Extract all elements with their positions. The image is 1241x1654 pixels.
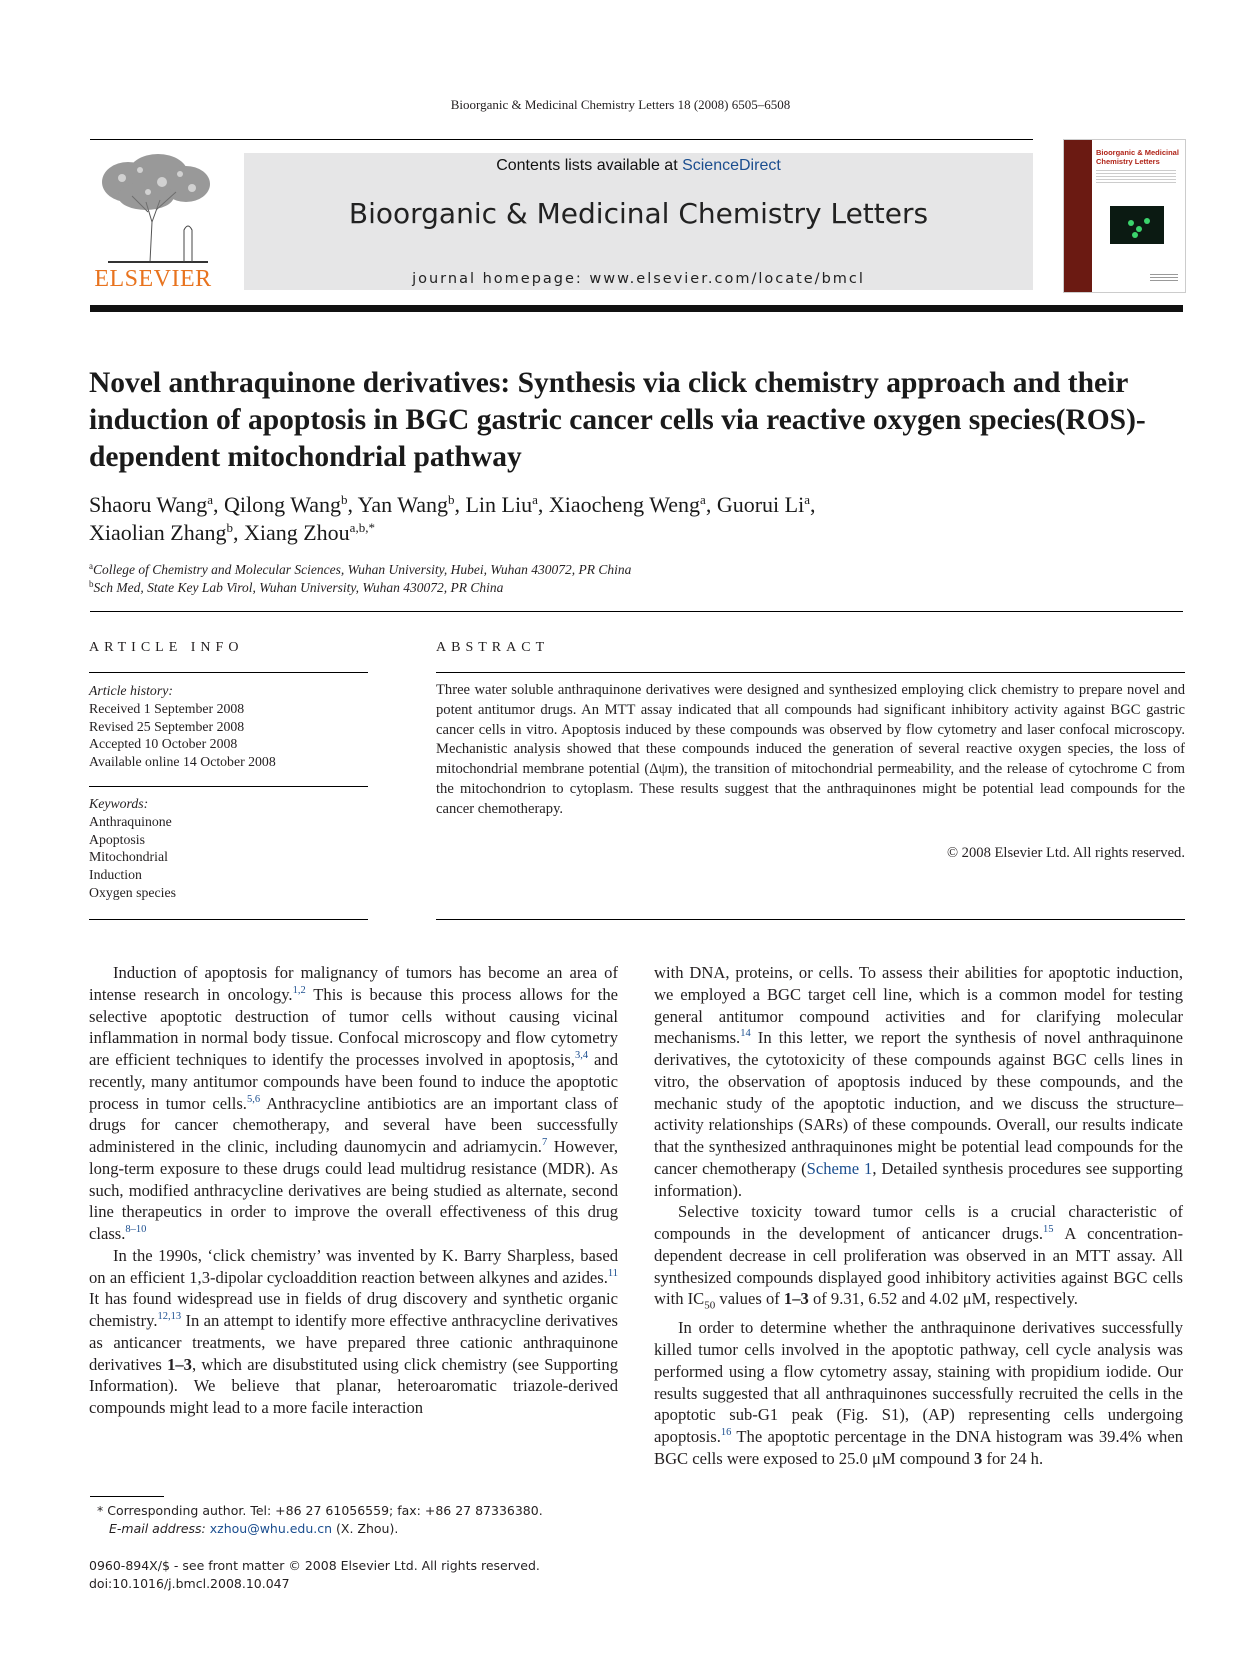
reference-link[interactable]: 8–10 [125,1224,147,1235]
reference-link[interactable]: 11 [607,1267,618,1279]
keyword: Anthraquinone [89,813,172,829]
reference-link[interactable]: 5,6 [246,1093,261,1105]
author: Xiang Zhou [243,520,350,545]
reference-link[interactable]: 7 [541,1137,548,1148]
scheme-link[interactable]: Scheme 1 [806,1158,873,1178]
history-online: Available online 14 October 2008 [89,754,276,770]
author: Lin Liu [465,492,533,517]
contents-line [244,157,1033,175]
page-footer [89,1557,649,1593]
affiliation-b: $^b$Sch Med, State Key Lab Virol, Wuhan University, Wuhan 430072, PR China [89,579,504,595]
history-revised: Revised 25 September 2008 [89,718,245,734]
keyword: Oxygen species [89,884,176,900]
body-paragraph: Induction of apoptosis for malignancy of tumors has become an area of intense research in oncology.$^{1,2}$ This is because this process allows for the selective apoptotic destruction of tumor cells without causing vicinal inflammation in normal body tissue. Confocal microscopy and flow cytometry are efficient techniques to identify the processes involved in apoptosis,$^{3,4}$ and recently, many antitumor compounds have been found to induce the apoptotic process in tumor cells.$^{5,6}$ Anthracycline antibiotics are an important class of drugs for cancer chemotherapy, and several have been successfully administered in the clinic, including daunomycin and adriamycin.$^7$ However, long-term exposure to these drugs could lead multidrug resistance (MDR). As such, modified anthracycline derivatives are being studied as alternate, second line therapeutics in order to improve the overall effectiveness of this drug class.$^{8-10}$ [89,963,619,1243]
footnote-rule [90,1496,164,1497]
reference-link[interactable]: 3,4 [574,1050,589,1061]
article-title: Novel anthraquinone derivatives: Synthesis via click chemistry approach and their induction of apoptosis in BGC gastric cancer cells via reactive oxygen species(ROS)-dependent mitochondrial pathway [89,367,1146,473]
journal-homepage[interactable]: journal homepage: www.elsevier.com/locate/bmcl [412,271,865,287]
elsevier-logo [88,152,218,292]
article-history [89,682,368,771]
elsevier-wordmark: ELSEVIER [94,266,212,292]
reference-link[interactable]: 15 [1042,1224,1054,1235]
email-link[interactable]: xzhou@whu.edu.cn [209,1521,333,1536]
author: Xiaolian Zhang [89,520,227,545]
journal-title: Bioorganic & Medicinal Chemistry Letters [348,197,929,230]
body-paragraph: with DNA, proteins, or cells. To assess their abilities for apoptotic induction, we employed a BGC target cell line, which is a common model for testing general antitumor compound activities and for clarifying molecular mechanisms.$^{14}$ In this letter, we report the synthesis of novel anthraquinone derivatives, the cytotoxicity of these compounds against BGC cells lines in vitro, the observation of apoptosis induced by these compounds, and the mechanic study of the apoptotic induction, and we discuss the structure–activity relationships (SARs) of these compounds. Overall, our results indicate that the synthesized anthraquinones might be potential lead compounds for the cancer chemotherapy (Scheme 1, Detailed synthesis procedures see supporting information). [654,963,1183,1200]
history-label: Article history: [89,683,173,698]
article-info-heading: ARTICLE INFO [89,640,244,655]
keyword: Mitochondrial [89,849,168,865]
abstract-heading: ABSTRACT [436,640,550,655]
header-rule [90,139,1033,140]
corresponding-author-footnote: * Corresponding author. Tel: +86 27 61056559; fax: +86 27 87336380. E-mail address: xzhou@whu.edu.cn (X. Zhou). [97,1503,543,1536]
body-paragraph: Selective toxicity toward tumor cells is a crucial characteristic of compounds in the development of anticancer drugs.$^{15}$ A concentration-dependent decrease in cell proliferation was observed in an MTT assay. All synthesized compounds displayed good inhibitory activities against BGC cells with $IC_{50}$ values of 1–3 of 9.31, 6.52 and 4.02 μM, respectively. [654,1202,1183,1312]
history-accepted: Accepted 10 October 2008 [89,736,238,752]
reference-link[interactable]: 12,13 [157,1311,182,1322]
cover-title: Bioorganic & Medicinal Chemistry Letters [1096,148,1179,166]
cover-image [1110,206,1164,244]
author: Yan Wang [357,492,448,517]
section-rule [90,611,1183,612]
body-paragraph: In the 1990s, ‘click chemistry’ was invented by K. Barry Sharpless, based on an efficient 1,3-dipolar cycloaddition reaction between alkynes and azides.$^{11}$ It has found widespread use in fields of drug discovery and synthetic organic chemistry.$^{12,13}$ In an attempt to identify more effective anthracycline derivatives as anticancer treatments, we have prepared three cationic anthraquinone derivatives 1–3, which are disubstituted using click chemistry (see Supporting Information). We believe that planar, heteroaromatic triazole-derived compounds might lead to a more facile interaction [89,1245,618,1417]
reference-link[interactable]: 1,2 [292,984,306,996]
abstract-copyright: © 2008 Elsevier Ltd. All rights reserved. [946,845,1185,861]
journal-cover-thumbnail [1063,139,1186,293]
elsevier-tree-icon [88,152,218,264]
sciencedirect-link[interactable]: ScienceDirect [682,157,781,174]
history-received: Received 1 September 2008 [89,700,245,716]
reference-link[interactable]: 16 [720,1427,732,1439]
author: Qilong Wang [223,492,341,517]
author: Xiaocheng Weng [548,492,701,517]
body-column-left [89,962,618,1419]
author-list: Shaoru Wang$^a$, Qilong Wang$^b$, Yan Wang$^b$, Lin Liu$^a$, Xiaocheng Weng$^a$, Guorui Li$^a$, Xiaolian Zhang$^b$, Xiang Zhou$^{a,b,*}$ [89,492,816,545]
header-thick-rule [90,305,1183,312]
journal-banner [244,153,1033,290]
author: Shaoru Wang [89,492,208,517]
body-paragraph: In order to determine whether the anthraquinone derivatives successfully killed tumor cells involved in the apoptotic pathway, cell cycle analysis was performed using a flow cytometry assay, staining with propidium iodide. Our results suggested that all anthraquinones successfully recruited the cells in the apoptotic sub-G1 peak (Fig. S1), (AP) representing cells undergoing apoptosis.$^{16}$ The apoptotic percentage in the DNA histogram was 39.4% when BGC cells were exposed to 25.0 μM compound 3 for 24 h. [654,1318,1183,1468]
issn-line: 0960-894X/$ - see front matter © 2008 Elsevier Ltd. All rights reserved. [89,1558,540,1573]
body-column-right [654,962,1183,1470]
keywords [89,795,368,902]
author: Guorui Li [716,492,805,517]
contents-prefix: Contents lists available at [496,157,683,174]
journal-citation: Bioorganic & Medicinal Chemistry Letters 18 (2008) 6505–6508 [450,97,791,112]
abstract-text: Three water soluble anthraquinone derivatives were designed and synthesized employing click chemistry to prepare novel and potent antitumor drugs. An MTT assay indicated that all compounds had significant inhibitory activity against BGC gastric cancer cells in vitro. Apoptosis induced by these compounds was observed by flow cytometry and laser confocal microscopy. Mechanistic analysis showed that these compounds induced the generation of several reactive oxygen species, the loss of mitochondrial membrane potential (Δψm), the transition of mitochondrial permeability, and the release of cytochrome C from the mitochondrion to cytoplasm. These results suggest that the anthraquinones might be potential lead compounds for the cancer chemotherapy. [436,682,1185,817]
keyword: Induction [89,867,142,883]
affiliation-a: $^a$College of Chemistry and Molecular Sciences, Wuhan University, Hubei, Wuhan 430072, PR China [89,561,632,577]
reference-link[interactable]: 14 [740,1028,751,1040]
keyword: Apoptosis [89,831,145,847]
keywords-label: Keywords: [89,796,149,811]
doi-line: doi:10.1016/j.bmcl.2008.10.047 [89,1576,290,1591]
